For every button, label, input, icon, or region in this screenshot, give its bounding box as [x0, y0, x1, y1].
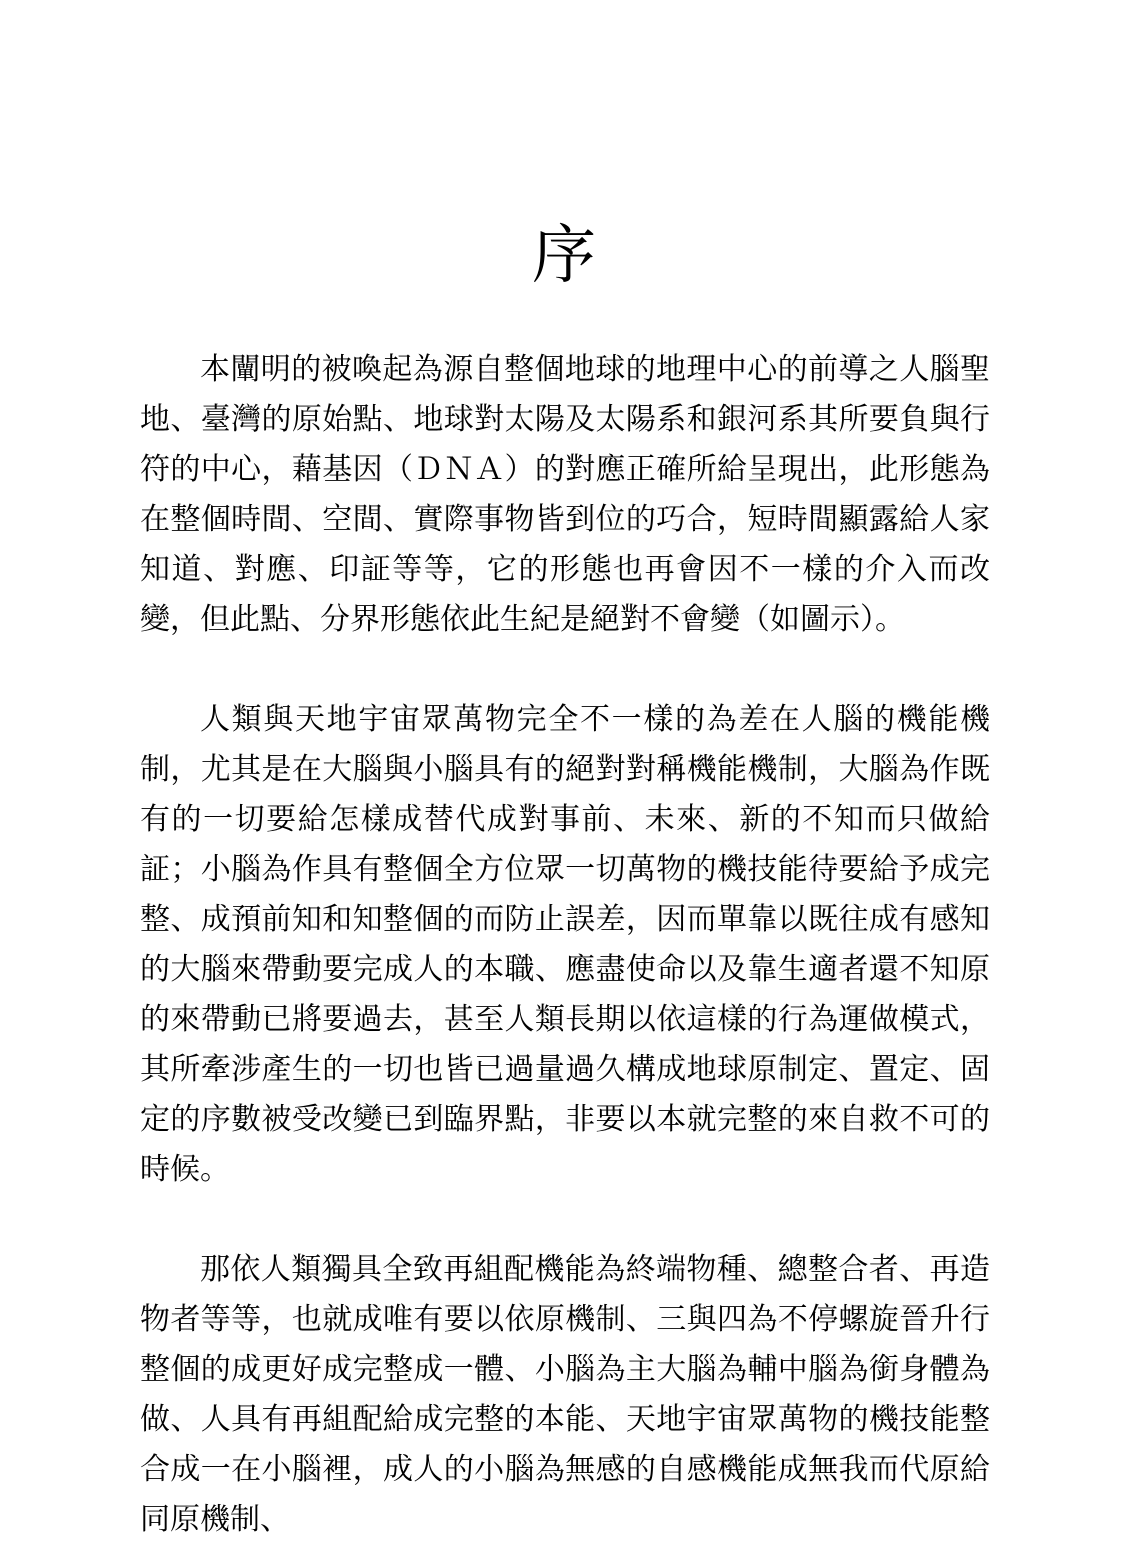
page-title: 序 [532, 219, 596, 293]
paragraph-1: 本闡明的被喚起為源自整個地球的地理中心的前導之人腦聖地、臺灣的原始點、地球對太陽及太陽系和銀河系其所要負與行符的中心，藉基因（ＤＮＡ）的對應正確所給呈現出，此形態為在整個時間、空間、實際事物皆到位的巧合，短時間顯露給人家知道、對應、印証等等，它的形態也再會因不一樣的介入而改變，但此點、分界形態依此生紀是絕對不會變（如圖示）。 [140, 351, 990, 637]
paragraph-3: 那依人類獨具全致再組配機能為終端物種、總整合者、再造物者等等，也就成唯有要以依原機制、三與四為不停螺旋晉升行整個的成更好成完整成一體、小腦為主大腦為輔中腦為銜身體為做、人具有再組配給成完整的本能、天地宇宙眾萬物的機技能整合成一在小腦裡，成人的小腦為無感的自感機能成無我而代原給同原機制、 [140, 1251, 990, 1537]
document-body [140, 345, 990, 1545]
paragraph-2: 人類與天地宇宙眾萬物完全不一樣的為差在人腦的機能機制，尤其是在大腦與小腦具有的絕對對稱機能機制，大腦為作既有的一切要給怎樣成替代成對事前、未來、新的不知而只做給証；小腦為作具有整個全方位眾一切萬物的機技能待要給予成完整、成預前知和知整個的而防止誤差，因而單靠以既往成有感知的大腦來帶動要完成人的本職、應盡使命以及靠生適者還不知原的來帶動已將要過去，甚至人類長期以依這樣的行為運做模式，其所牽涉產生的一切也皆已過量過久構成地球原制定、置定、固定的序數被受改變已到臨界點，非要以本就完整的來自救不可的時候。 [140, 701, 990, 1187]
